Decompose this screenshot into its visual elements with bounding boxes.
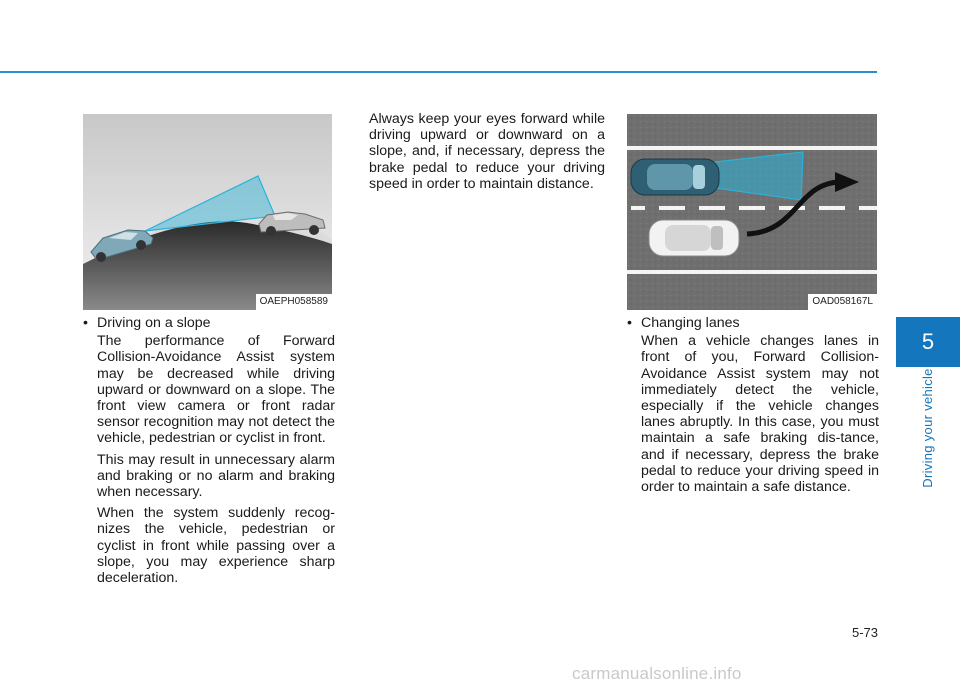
slope-section: [83, 315, 335, 591]
bullet-item: [627, 315, 879, 331]
slope-illustration: [83, 114, 332, 310]
bullet-heading: Changing lanes: [641, 315, 740, 331]
figure-code: OAD058167L: [808, 294, 877, 310]
merging-car: [649, 220, 739, 256]
own-car: [631, 159, 719, 195]
paragraph: When the system suddenly recog-nizes the vehicle, pedestrian or cyclist in front while passing over a slope, you may experience sharp deceleration.: [97, 505, 335, 587]
page-number: 5-73: [851, 625, 878, 640]
slope-scene: [83, 114, 332, 310]
watermark: carmanualsonline.info: [572, 664, 742, 683]
lane-scene: [627, 114, 877, 310]
paragraph: When a vehicle changes lanes in front of you, Forward Collision-Avoidance Assist system may not immediately detect the vehicle, especially if the vehicle changes lanes abruptly. In this case, you must maintain a safe braking dis-tance, and if necessary, depress the brake pedal to reduce your driving speed in order to maintain a safe distance.: [641, 333, 879, 496]
bullet-item: [83, 315, 335, 331]
paragraph: This may result in unnecessary alarm and braking or no alarm and braking when necessary.: [97, 451, 335, 501]
bullet-heading: Driving on a slope: [97, 315, 211, 331]
chapter-title: Driving your vehicle: [920, 368, 935, 488]
slope-advice-section: [369, 111, 605, 197]
chapter-tab: 5: [896, 317, 960, 367]
header-rule: [0, 71, 877, 73]
paragraph: The performance of Forward Collision-Avoidance Assist system may be decreased while driving upward or downward on a slope. The front view camera or front radar sensor recognition may not detect the vehicle, pedestrian or cyclist in front.: [97, 333, 335, 447]
bullet-dot: •: [627, 315, 632, 331]
lane-change-section: [627, 315, 879, 500]
bullet-dot: •: [83, 315, 88, 331]
paragraph: Always keep your eyes forward while driving upward or downward on a slope, and, if necessary, depress the brake pedal to reduce your driving speed in order to maintain distance.: [369, 111, 605, 192]
lane-change-illustration: [627, 114, 877, 310]
figure-code: OAEPH058589: [256, 294, 332, 310]
